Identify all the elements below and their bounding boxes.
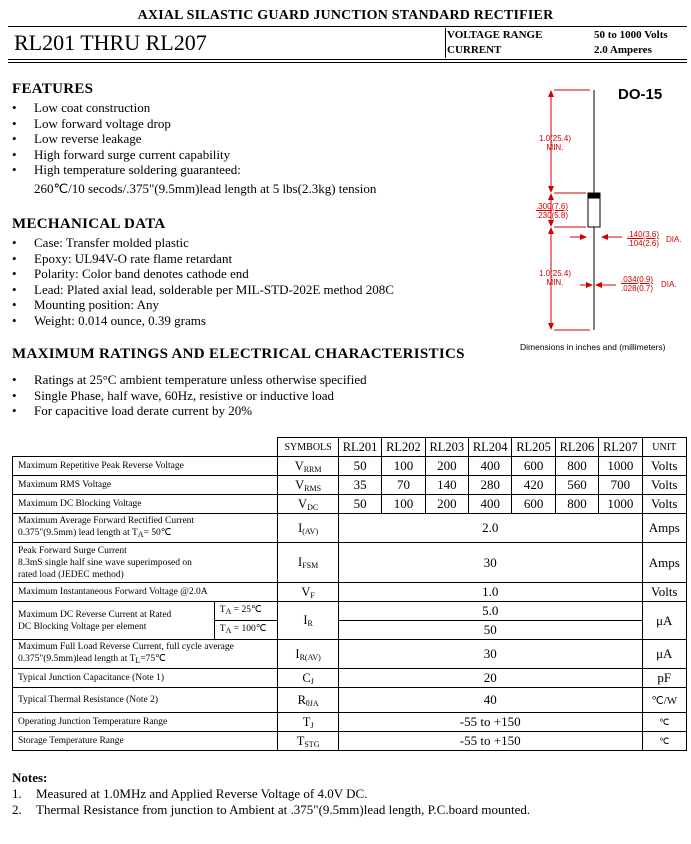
unit-cell: μA — [642, 640, 687, 669]
condition-cell: $T_A$ = 25℃ — [214, 602, 278, 621]
unit-cell: ℃/W — [642, 688, 687, 713]
value-cell: 200 — [425, 495, 468, 514]
value-cell: 1000 — [599, 457, 642, 476]
value-cell: 200 — [425, 457, 468, 476]
symbol-cell: $I_{(AV)}$ — [278, 514, 339, 543]
features-list — [12, 100, 241, 178]
part-header: RL204 — [469, 438, 512, 457]
part-header: RL202 — [382, 438, 425, 457]
value-cell: 5.0 — [338, 602, 642, 621]
feature-continuation: 260℃/10 secods/.375"(9.5mm)lead length at 5 lbs(2.3kg) tension — [34, 181, 377, 196]
unit-cell: Volts — [642, 495, 687, 514]
param-cell: Maximum DC Blocking Voltage — [13, 495, 278, 514]
value-cell: 700 — [599, 476, 642, 495]
param-cell: Typical Junction Capacitance (Note 1) — [13, 669, 278, 688]
lead-diameter-unit: DIA. — [661, 280, 677, 289]
symbol-cell: $I_{FSM}$ — [278, 543, 339, 583]
param-cell: Maximum Average Forward Rectified Current 0.375"(9.5mm) lead length at $T_A=$ 50℃ — [13, 514, 278, 543]
param-cell: Maximum DC Reverse Current at Rated DC Blocking Voltage per element — [13, 602, 215, 640]
value-cell: 420 — [512, 476, 555, 495]
feature-item: • High temperature soldering guaranteed: — [12, 162, 241, 178]
mechanical-heading: MECHANICAL DATA — [12, 216, 166, 232]
unit-cell: Amps — [642, 514, 687, 543]
value-cell: 1000 — [599, 495, 642, 514]
param-cell: Typical Thermal Resistance (Note 2) — [13, 688, 278, 713]
table-row — [13, 476, 687, 495]
part-range: RL201 THRU RL207 — [14, 30, 207, 55]
symbol-cell: $T_J$ — [278, 713, 339, 732]
dimensions-note: Dimensions in inches and (millimeters) — [520, 342, 666, 352]
table-header-row — [13, 438, 687, 457]
unit-cell: Amps — [642, 543, 687, 583]
table-row — [13, 688, 687, 713]
param-cell: Maximum RMS Voltage — [13, 476, 278, 495]
symbols-header: SYMBOLS — [278, 438, 339, 457]
condition-cell: $T_A$ = 100℃ — [214, 621, 278, 640]
do15-outline-drawing — [500, 85, 690, 340]
feature-item: • Low forward voltage drop — [12, 115, 171, 131]
unit-cell: Volts — [642, 457, 687, 476]
rating-item: • Ratings at 25°C ambient temperature unless otherwise specified — [12, 372, 367, 387]
value-cell: 100 — [382, 457, 425, 476]
table-row — [13, 495, 687, 514]
table-row — [13, 457, 687, 476]
unit-cell: μA — [642, 602, 687, 640]
value-cell: -55 to +150 — [338, 713, 642, 732]
symbol-cell: $V_F$ — [278, 583, 339, 602]
rating-item: • Single Phase, half wave, 60Hz, resistive or inductive load — [12, 387, 335, 403]
value-cell: 30 — [338, 640, 642, 669]
value-cell: 50 — [338, 621, 642, 640]
mechanical-item: • Lead: Plated axial lead, solderable per MIL-STD-202E method 208C — [12, 281, 394, 297]
feature-item: • High forward surge current capability — [12, 146, 231, 162]
part-header: RL207 — [599, 438, 642, 457]
header-divider — [445, 28, 446, 58]
param-cell: Maximum Instantaneous Forward Voltage @2.0A — [13, 583, 278, 602]
body-length-dimension: .300(7.6) .230(5.8) — [536, 202, 569, 220]
unit-cell: Volts — [642, 476, 687, 495]
table-row — [13, 543, 687, 583]
value-cell: 20 — [338, 669, 642, 688]
value-cell: 280 — [469, 476, 512, 495]
mechanical-item: • Epoxy: UL94V-O rate flame retardant — [12, 250, 233, 266]
feature-item: • Low coat construction — [12, 100, 151, 115]
mechanical-item: • Case: Transfer molded plastic — [12, 235, 189, 250]
table-row — [13, 732, 687, 751]
body-diameter-dimension: .140(3.6) .104(2.6) — [627, 230, 660, 248]
value-cell: 35 — [338, 476, 381, 495]
table-row — [13, 669, 687, 688]
ratings-table — [12, 437, 687, 751]
table-row — [13, 713, 687, 732]
notes-heading: Notes: — [12, 770, 48, 785]
current-value: 2.0 Amperes — [594, 44, 652, 56]
mechanical-item: • Polarity: Color band denotes cathode end — [12, 266, 249, 282]
value-cell: 800 — [555, 457, 598, 476]
value-cell: -55 to +150 — [338, 732, 642, 751]
part-header: RL206 — [555, 438, 598, 457]
ratings-list — [12, 372, 367, 419]
symbol-cell: $R_{\theta JA}$ — [278, 688, 339, 713]
title-rule — [8, 26, 687, 27]
param-cell: Operating Junction Temperature Range — [13, 713, 278, 732]
ratings-heading: MAXIMUM RATINGS AND ELECTRICAL CHARACTERISTICS — [12, 346, 465, 362]
symbol-cell: $C_J$ — [278, 669, 339, 688]
feature-item: • Low reverse leakage — [12, 131, 142, 147]
lead-bottom-dimension: 1.0(25.4) MIN. — [538, 269, 572, 287]
symbol-cell: $V_{DC}$ — [278, 495, 339, 514]
notes-section — [12, 770, 530, 818]
part-header: RL203 — [425, 438, 468, 457]
value-cell: 800 — [555, 495, 598, 514]
mechanical-item: • Mounting position: Any — [12, 297, 159, 313]
package-label: DO-15 — [618, 86, 663, 103]
lead-top-dimension: 1.0(25.4) MIN. — [538, 134, 572, 152]
value-cell: 140 — [425, 476, 468, 495]
mechanical-item: • Weight: 0.014 ounce, 0.39 grams — [12, 312, 206, 328]
value-cell: 40 — [338, 688, 642, 713]
value-cell: 30 — [338, 543, 642, 583]
part-header: RL201 — [338, 438, 381, 457]
symbol-cell: $V_{RMS}$ — [278, 476, 339, 495]
unit-cell: ℃ — [642, 713, 687, 732]
symbol-cell: $V_{RRM}$ — [278, 457, 339, 476]
value-cell: 600 — [512, 495, 555, 514]
table-row — [13, 640, 687, 669]
value-cell: 560 — [555, 476, 598, 495]
value-cell: 400 — [469, 495, 512, 514]
param-cell: Peak Forward Surge Current 8.3mS single half sine wave superimposed on rated load (JEDEC method) — [13, 543, 278, 583]
table-row — [13, 514, 687, 543]
header-rule-1 — [8, 59, 687, 60]
value-cell: 600 — [512, 457, 555, 476]
note-item: 1. Measured at 1.0MHz and Applied Reverse Voltage of 4.0V DC. — [12, 786, 368, 801]
part-header: RL205 — [512, 438, 555, 457]
unit-cell: ℃ — [642, 732, 687, 751]
param-cell: Maximum Repetitive Peak Reverse Voltage — [13, 457, 278, 476]
value-cell: 70 — [382, 476, 425, 495]
symbol-cell: $I_{R(AV)}$ — [278, 640, 339, 669]
table-row — [13, 583, 687, 602]
value-cell: 100 — [382, 495, 425, 514]
value-cell: 50 — [338, 457, 381, 476]
unit-cell: Volts — [642, 583, 687, 602]
current-label: CURRENT — [447, 44, 502, 56]
table-row — [13, 602, 687, 621]
lead-diameter-dimension: .034(0.9) .028(0.7) — [621, 275, 654, 293]
value-cell: 1.0 — [338, 583, 642, 602]
unit-cell: pF — [642, 669, 687, 688]
mechanical-list — [12, 235, 394, 329]
value-cell: 400 — [469, 457, 512, 476]
rating-item: • For capacitive load derate current by 20% — [12, 403, 253, 419]
body-diameter-unit: DIA. — [666, 235, 682, 244]
voltage-range-label: VOLTAGE RANGE — [447, 29, 543, 41]
header-rule-2 — [8, 62, 687, 63]
voltage-range-value: 50 to 1000 Volts — [594, 29, 668, 41]
symbol-cell: $T_{STG}$ — [278, 732, 339, 751]
param-cell: Maximum Full Load Reverse Current, full cycle average 0.375"(9.5mm)lead length at $T_L=75℃$ — [13, 640, 278, 669]
symbol-cell: $I_R$ — [278, 602, 339, 640]
value-cell: 50 — [338, 495, 381, 514]
cathode-band — [588, 193, 600, 198]
document-title: AXIAL SILASTIC GUARD JUNCTION STANDARD RECTIFIER — [137, 8, 554, 23]
note-item: 2. Thermal Resistance from junction to Ambient at .375"(9.5mm)lead length, P.C.board mounted. — [12, 802, 531, 817]
value-cell: 2.0 — [338, 514, 642, 543]
features-heading: FEATURES — [12, 81, 94, 97]
param-cell: Storage Temperature Range — [13, 732, 278, 751]
unit-header: UNIT — [642, 438, 687, 457]
